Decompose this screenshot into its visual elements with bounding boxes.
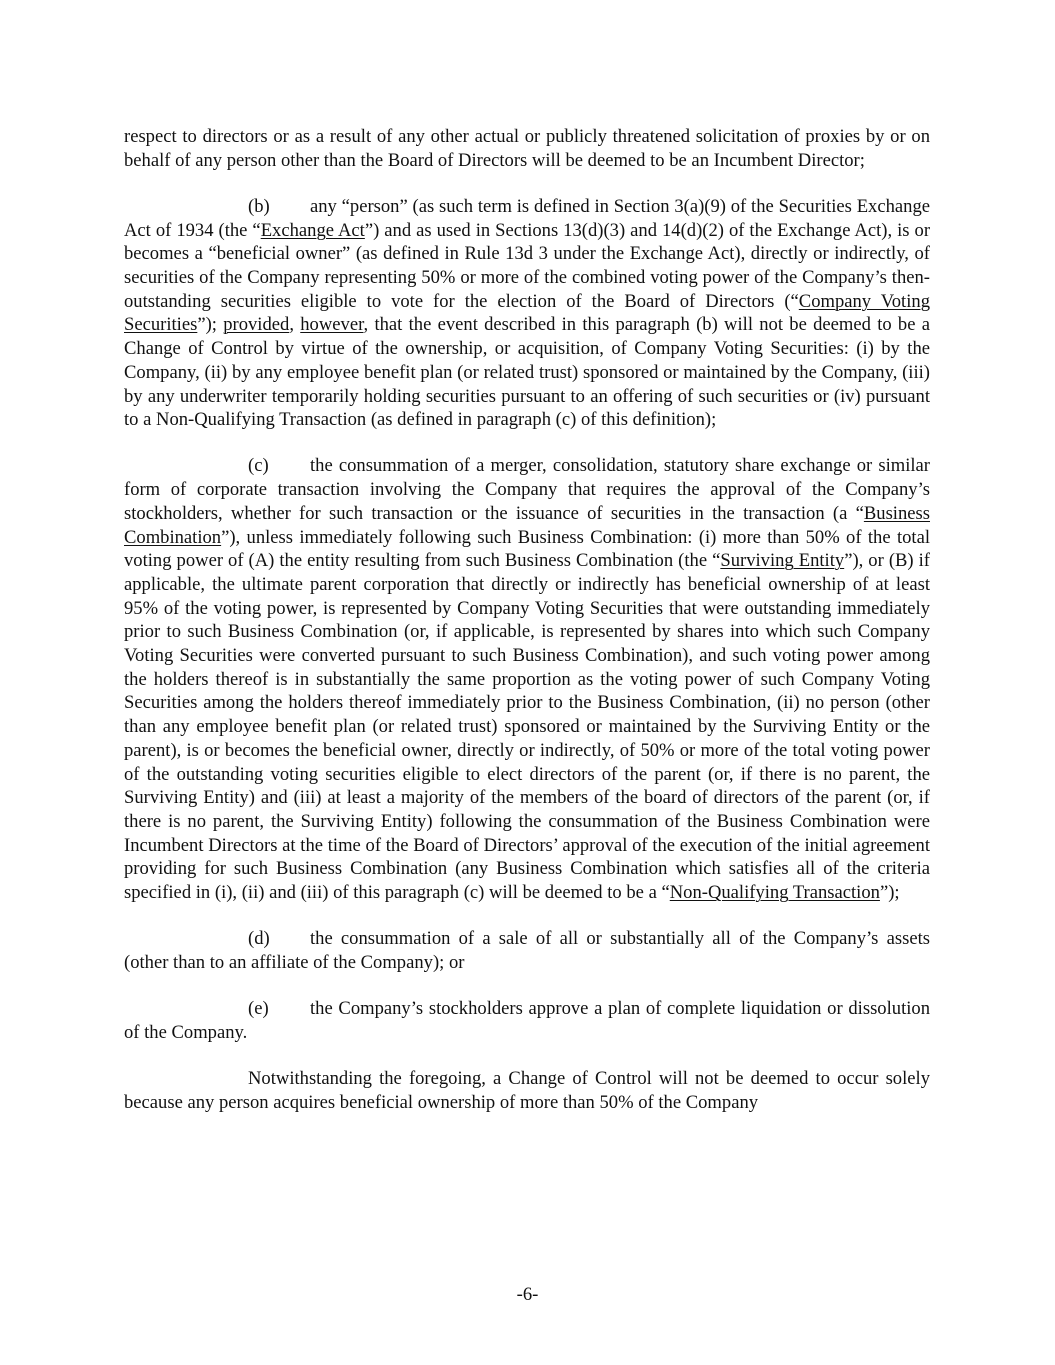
paragraph-text: Notwithstanding the foregoing, a Change of Control will not be deemed to occur solely because any person acquires beneficial ownership of more than 50% of the Company <box>124 1068 930 1113</box>
paragraph-e <box>124 997 930 1044</box>
defined-term-surviving-entity: Surviving Entity <box>720 550 845 572</box>
paragraph-text: the consummation of a sale of all or substantially all of the Company’s assets (other than to an affiliate of the Company); or <box>124 928 930 973</box>
defined-term-business-combination: Business Combination <box>124 502 930 548</box>
paragraph-text: ”); <box>197 314 224 336</box>
paragraph-text: , that the event described in this paragraph (b) will not be deemed to be a Change of Control by virtue of the ownership, or acquisition, of Company Voting Securities: (i) by the Company, (ii) by any employee benefit plan (or related trust) sponsored or maintained by the Company, (iii) by any underwriter temporarily holding securities pursuant to an offering of such securities or (iv) pursuant to a Non-Qualifying Transaction (as defined in paragraph (c) of this definition); <box>124 314 930 431</box>
paragraph-marker-d: (d) <box>248 928 270 950</box>
paragraph-incumbent-director-continuation <box>124 125 930 172</box>
paragraph-text: the consummation of a merger, consolidation, statutory share exchange or similar form of corporate transaction involving the Company that requires the approval of the Company’s stockholders, whether for such transaction or the issuance of securities in the transaction (a “ <box>124 455 930 524</box>
paragraph-text: respect to directors or as a result of any other actual or publicly threatened solicitation of proxies by or on behalf of any person other than the Board of Directors will be deemed to be an Incumbent Director; <box>124 126 930 171</box>
paragraph-b <box>124 195 930 432</box>
document-page <box>124 125 930 1137</box>
paragraph-marker-c: (c) <box>248 455 269 477</box>
defined-term-company-voting-securities: Company Voting Securities <box>124 290 930 336</box>
emphasis-provided: provided <box>223 314 290 336</box>
page-number: -6- <box>516 1284 539 1305</box>
defined-term-exchange-act: Exchange Act <box>260 219 365 241</box>
defined-term-non-qualifying-transaction: Non-Qualifying Transaction <box>669 882 880 904</box>
emphasis-however: however <box>300 314 364 336</box>
paragraph-d <box>124 927 930 974</box>
paragraph-text: ”) and as used in Sections 13(d)(3) and 14(d)(2) of the Exchange Act), is or becomes a “beneficial owner” (as defined in Rule 13d 3 under the Exchange Act), directly or indirectly, of securities of the Company representing 50% or more of the combined voting power of the Company’s then-outstanding securities eligible to vote for the election of the Board of Directors (“ <box>124 219 931 312</box>
paragraph-text: ”), unless immediately following such Business Combination: (i) more than 50% of the total voting power of (A) the entity resulting from such Business Combination (the “ <box>124 526 930 572</box>
paragraph-text: the Company’s stockholders approve a plan of complete liquidation or dissolution of the Company. <box>124 998 930 1043</box>
paragraph-text: any “person” (as such term is defined in Section 3(a)(9) of the Securities Exchange Act of 1934 (the “ <box>124 195 930 241</box>
paragraph-marker-b: (b) <box>248 195 270 217</box>
paragraph-text: ”); <box>879 882 900 904</box>
paragraph-text: ”), or (B) if applicable, the ultimate parent corporation that directly or indirectly has beneficial ownership of at least 95% of the voting power, is represented by Company Voting Securities that were outstanding immediately prior to such Business Combination (or, if applicable, is represented by shares into which such Company Voting Securities were converted pursuant to such Business Combination), and such voting power among the holders thereof is in substantially the same proportion as the voting power of such Company Voting Securities among the holders thereof immediately prior to the Business Combination, (ii) no person (other than any employee benefit plan (or related trust) sponsored or maintained by the Surviving Entity or the parent), is or becomes the beneficial owner, directly or indirectly, of 50% or more of the total voting power of the outstanding voting securities eligible to elect directors of the parent (or, if there is no parent, the Surviving Entity) and (iii) at least a majority of the members of the board of directors of the parent (or, if there is no parent, the Surviving Entity) following the consummation of the Business Combination were Incumbent Directors at the time of the Board of Directors’ approval of the execution of the initial agreement providing for such Business Combination (any Business Combination which satisfies all of the criteria specified in (i), (ii) and (iii) of this paragraph (c) will be deemed to be a “ <box>124 550 930 904</box>
paragraph-marker-e: (e) <box>248 998 269 1020</box>
paragraph-c <box>124 454 930 904</box>
paragraph-text: , <box>289 314 301 336</box>
paragraph-notwithstanding <box>124 1067 930 1114</box>
